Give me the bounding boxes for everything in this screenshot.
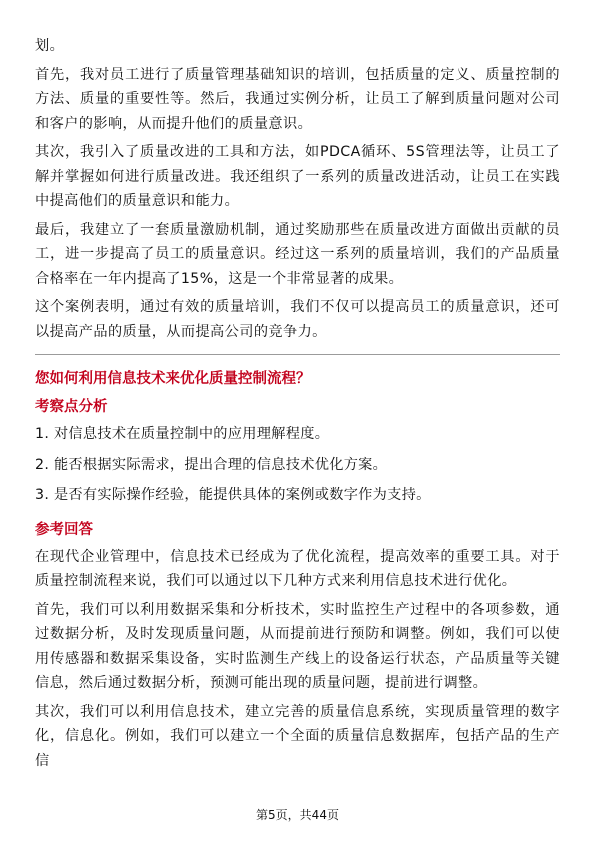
page-number: 第5页，共44页 (256, 808, 339, 822)
intro-paragraph: 其次，我引入了质量改进的工具和方法，如PDCA循环、5S管理法等，让员工了解并掌握如何进行质量改进。我还组织了一系列的质量改进活动，让员工在实践中提高他们的质量意识和能力。 (35, 144, 560, 209)
intro-paragraph: 划。 (35, 38, 65, 54)
intro-paragraph: 最后，我建立了一套质量激励机制，通过奖励那些在质量改进方面做出贡献的员工，进一步提高了员工的质量意识。经过这一系列的质量培训，我们的产品质量合格率在一年内提高了15%，这是一个非常显著的成果。 (35, 221, 560, 287)
answer-paragraph: 其次，我们可以利用信息技术，建立完善的质量信息系统，实现质量管理的数字化，信息化。例如，我们可以建立一个全面的质量信息数据库，包括产品的生产信 (35, 703, 560, 769)
answer-paragraph: 在现代企业管理中，信息技术已经成为了优化流程，提高效率的重要工具。对于质量控制流程来说，我们可以通过以下几种方式来利用信息技术进行优化。 (35, 548, 560, 589)
section-divider (35, 354, 560, 355)
analysis-item: 1. 对信息技术在质量控制中的应用理解程度。 (35, 426, 330, 442)
analysis-item: 2. 能否根据实际需求，提出合理的信息技术优化方案。 (35, 456, 388, 473)
answer-heading: 参考回答 (35, 521, 93, 538)
analysis-item: 3. 是否有实际操作经验，能提供具体的案例或数字作为支持。 (35, 487, 431, 503)
intro-paragraph: 首先，我对员工进行了质量管理基础知识的培训，包括质量的定义、质量控制的方法、质量的重要性等。然后，我通过实例分析，让员工了解到质量问题对公司和客户的影响，从而提升他们的质量意识。 (35, 66, 560, 132)
intro-paragraph: 这个案例表明，通过有效的质量培训，我们不仅可以提高员工的质量意识，还可以提高产品的质量，从而提高公司的竞争力。 (35, 299, 560, 340)
answer-paragraph: 首先，我们可以利用数据采集和分析技术，实时监控生产过程中的各项参数，通过数据分析，及时发现质量问题，从而提前进行预防和调整。例如，我们可以使用传感器和数据采集设备，实时监测生产线上的设备运行状态，产品质量等关键信息，然后通过数据分析，预测可能出现的质量问题，提前进行调整。 (35, 601, 560, 691)
question-title: 您如何利用信息技术来优化质量控制流程？ (35, 371, 311, 387)
analysis-heading: 考察点分析 (35, 399, 108, 415)
page-content (35, 34, 560, 777)
